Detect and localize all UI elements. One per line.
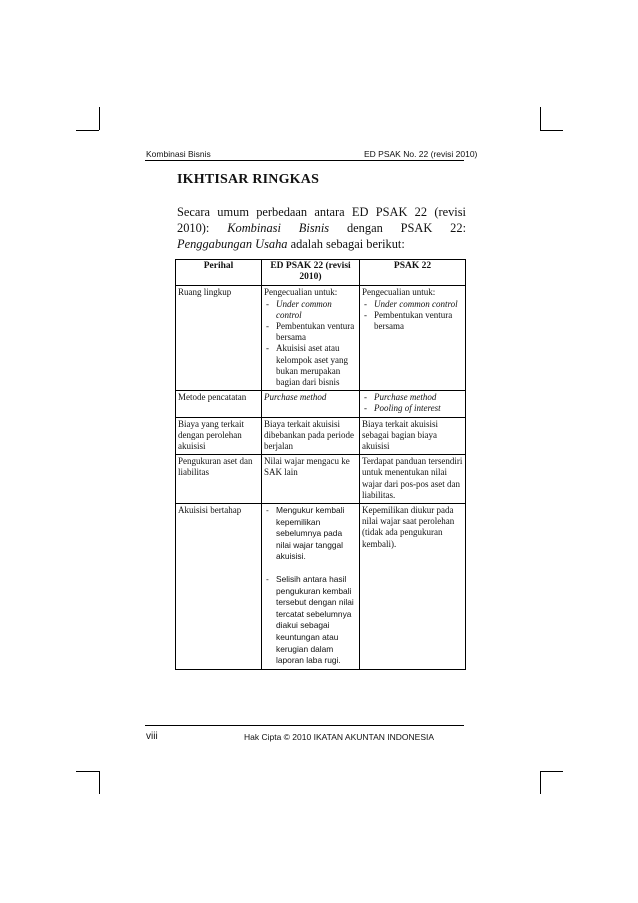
perihal-cell: Ruang lingkup	[176, 286, 262, 391]
table-row	[176, 391, 466, 417]
psak-cell	[360, 391, 466, 417]
list-item: - Under common control	[362, 299, 463, 310]
column-header: ED PSAK 22 (revisi 2010)	[262, 260, 360, 286]
footer-rule	[145, 725, 464, 726]
table-row	[176, 455, 466, 504]
header-rule	[145, 160, 464, 161]
list-item: - Mengukur kembali kepemilikan sebelumnya pada nilai wajar tanggal akuisisi.	[264, 505, 357, 563]
table-header-row	[176, 260, 466, 286]
table-row	[176, 417, 466, 455]
crop-mark	[540, 130, 563, 131]
intro-paragraph	[177, 204, 466, 252]
intro-italic-term: Penggabungan Usaha	[177, 237, 288, 251]
crop-mark	[99, 771, 100, 794]
list-item: - Selisih antara hasil pengukuran kembali tersebut dengan nilai tercatat sebelumnya diakui sebagai keuntungan atau kerugian dalam laporan laba rugi.	[264, 574, 357, 667]
crop-mark	[540, 107, 541, 130]
comparison-table	[175, 259, 466, 670]
section-title: IKHTISAR RINGKAS	[177, 172, 320, 187]
list-item: - Pooling of interest	[362, 403, 463, 414]
list-item: - Akuisisi aset atau kelompok aset yang bukan merupakan bagian dari bisnis	[264, 343, 357, 388]
perihal-cell: Metode pencatatan	[176, 391, 262, 417]
psak-cell: Terdapat panduan tersendiri untuk menentukan nilai wajar dari pos-pos aset dan liabilitas.	[360, 455, 466, 504]
method-list	[362, 392, 463, 414]
list-item: - Pembentukan ventura bersama	[362, 310, 463, 332]
perihal-cell: Biaya yang terkait dengan perolehan akuisisi	[176, 417, 262, 455]
ed-cell	[262, 286, 360, 391]
psak-cell	[360, 286, 466, 391]
ed-cell: Purchase method	[262, 391, 360, 417]
exception-list	[362, 299, 463, 333]
crop-mark	[540, 771, 541, 794]
perihal-cell: Pengukuran aset dan liabilitas	[176, 455, 262, 504]
table-row	[176, 504, 466, 670]
intro-text: dengan PSAK 22:	[329, 221, 467, 235]
crop-mark	[76, 771, 99, 772]
running-header-right: ED PSAK No. 22 (revisi 2010)	[364, 149, 478, 159]
step-acquisition-list	[264, 505, 357, 667]
ed-cell: Biaya terkait akuisisi dibebankan pada periode berjalan	[262, 417, 360, 455]
ed-cell: Nilai wajar mengacu ke SAK lain	[262, 455, 360, 504]
psak-cell: Biaya terkait akuisisi sebagai bagian biaya akuisisi	[360, 417, 466, 455]
exception-list	[264, 299, 357, 389]
table-row	[176, 286, 466, 391]
crop-mark	[540, 771, 563, 772]
cell-lead: Pengecualian untuk:	[264, 287, 338, 298]
copyright-notice: Hak Cipta © 2010 IKATAN AKUNTAN INDONESIA	[244, 732, 435, 742]
page-number: viii	[146, 731, 158, 742]
list-item: - Under common control	[264, 299, 357, 321]
ed-cell	[262, 504, 360, 670]
perihal-cell: Akuisisi bertahap	[176, 504, 262, 670]
intro-text: Secara umum perbedaan antara ED PSAK 22 (revisi 2010):	[177, 205, 466, 235]
crop-mark	[99, 107, 100, 130]
column-header: PSAK 22	[360, 260, 466, 286]
list-item: - Pembentukan ventura bersama	[264, 321, 357, 343]
column-header: Perihal	[176, 260, 262, 286]
intro-text: adalah sebagai berikut:	[287, 237, 405, 251]
running-header-left: Kombinasi Bisnis	[146, 149, 211, 159]
psak-cell: Kepemilikan diukur pada nilai wajar saat perolehan (tidak ada pengukuran kembali).	[360, 504, 466, 670]
crop-mark	[76, 130, 99, 131]
cell-lead: Pengecualian untuk:	[362, 287, 436, 298]
list-item: - Purchase method	[362, 392, 463, 403]
intro-italic-term: Kombinasi Bisnis	[227, 221, 330, 235]
